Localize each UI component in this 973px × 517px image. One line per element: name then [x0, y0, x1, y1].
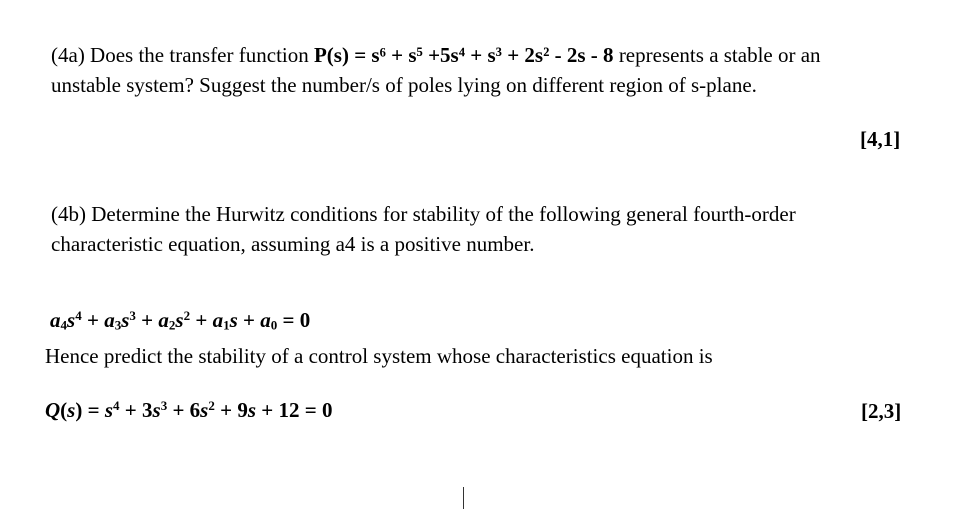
question-4b-line-1: (4b) Determine the Hurwitz conditions for stability of the following general fourth-order: [51, 202, 796, 226]
question-4a-text-prefix: (4a) Does the transfer function: [51, 43, 314, 67]
text-cursor: [463, 487, 464, 509]
transfer-function-formula: P(s) = s⁶ + s⁵ +5s⁴ + s³ + 2s² - 2s - 8: [313, 43, 614, 67]
characteristic-equation-q: $Q(s) = s^4 + 3s^3 + 6s^2 + 9s + 12 = 0$: [45, 397, 333, 422]
question-4b-line-3: Hence predict the stability of a control system whose characteristics equation is: [45, 344, 713, 368]
question-4a-text-suffix: represents a stable or an: [613, 43, 821, 67]
question-4a-marks: [4,1]: [860, 127, 901, 151]
question-4a-line-1: [51, 41, 821, 69]
question-4b-line-2: characteristic equation, assuming a4 is a positive number.: [51, 232, 535, 256]
general-characteristic-equation: $a_4s^4 + a_3s^3 + a_2s^2 + a_1s + a_0 = 0$: [50, 307, 311, 333]
question-4a-line-2: unstable system? Suggest the number/s of poles lying on different region of s-plane.: [51, 73, 757, 97]
question-4b-marks: [2,3]: [861, 399, 902, 423]
